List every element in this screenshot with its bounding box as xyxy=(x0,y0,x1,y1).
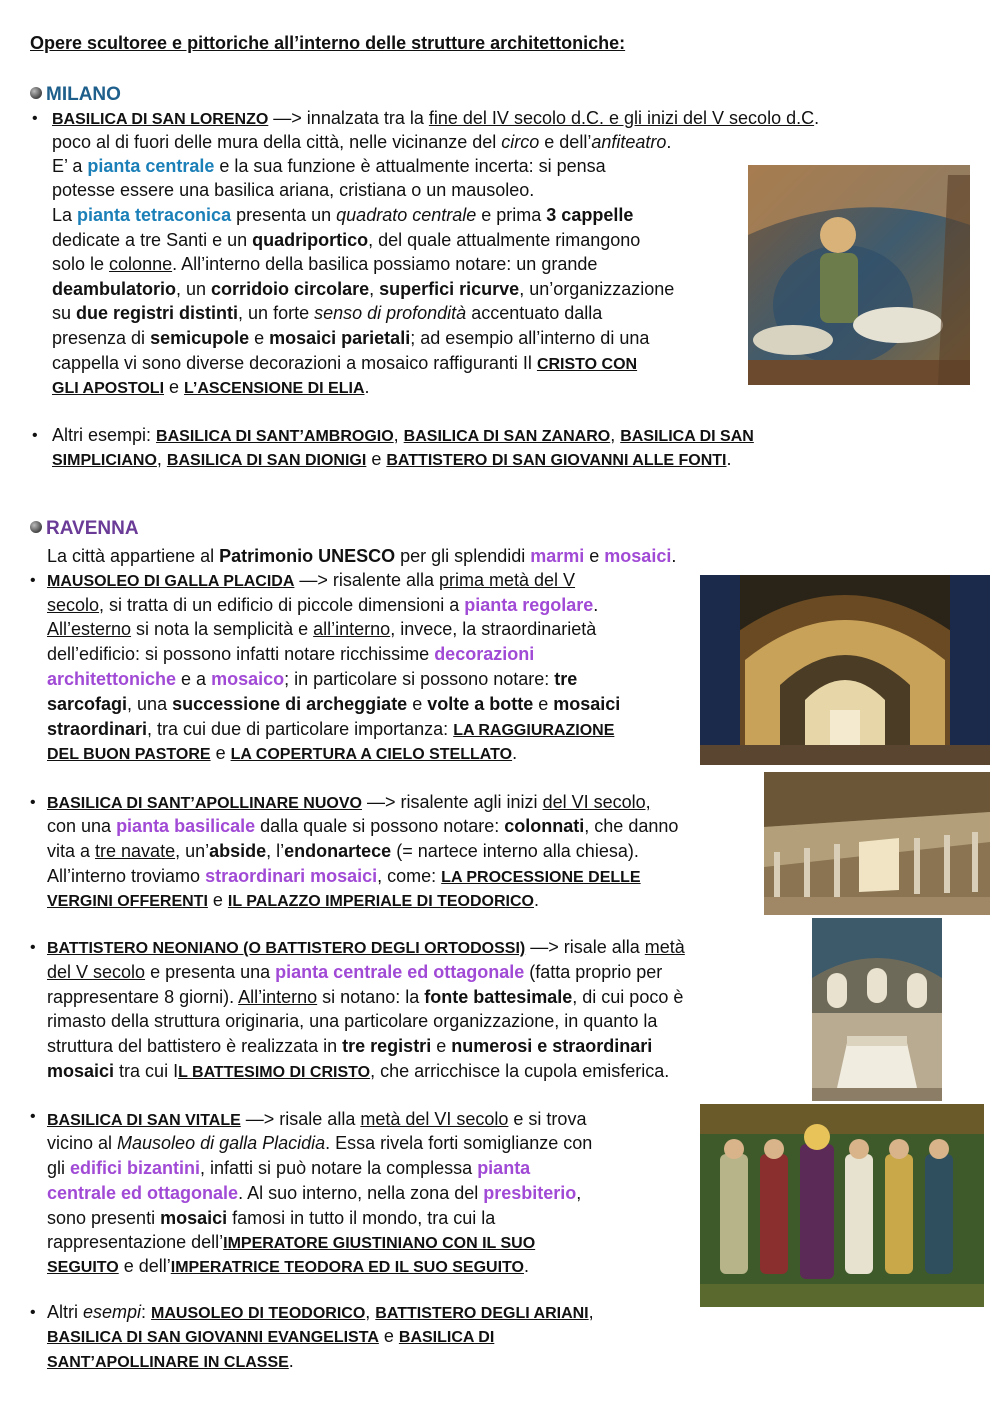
bullet-icon: • xyxy=(30,572,36,589)
battistero-neoniano-image xyxy=(812,918,942,1101)
bullet-icon: • xyxy=(32,110,38,127)
bullet-icon: • xyxy=(30,794,36,811)
bullet-dot-icon xyxy=(30,87,42,99)
bullet-icon: • xyxy=(30,939,36,956)
bullet-icon: • xyxy=(30,1108,36,1125)
bullet-dot-icon xyxy=(30,521,42,533)
mausoleo-galla-placidia-image xyxy=(700,575,990,765)
mosaico-teodora-image xyxy=(700,1104,984,1307)
page-title: Opere scultoree e pittoriche all’interno delle strutture architettoniche: xyxy=(30,33,626,53)
section-heading-ravenna: RAVENNA xyxy=(30,518,139,540)
paragraph-ravenna-intro: La città appartiene al Patrimonio UNESCO per gli splendidi marmi e mosaici. xyxy=(47,546,677,566)
basilica-sant-apollinare-image xyxy=(764,772,990,915)
section-heading-milano: MILANO xyxy=(30,84,121,106)
bullet-icon: • xyxy=(30,1304,36,1321)
document-page: Opere scultoree e pittoriche all’interno delle strutture architettoniche: MILANO • BASILICA DI SAN LORENZO —> innalzata tra la fine del IV secolo d.C. e gli inizi del V secolo d.C. poco al di fuori delle mura della città, nelle vicinanze del circo e dell’anfiteatro. E’ a pianta centrale e la sua funzione è attualmente incerta: si pensa potesse essere una basilica ariana, cristiana o un mausoleo. La pianta tetraconica presenta un quadrato centrale e prima 3 cappelle dedicate a tre Santi e un quadriportico, del quale attualmente rimangono solo le colonne. All’interno della basilica possiamo notare: un grande deambulatorio, un corridoio circolare, superfici ricurve, un’organizzazione su due registri distinti, un forte senso di profondità accentuato dalla presenza di semicupole e mosaici parietali; ad esempio all’interno di una cappella vi sono diverse decorazioni a mosaico raffiguranti Il CRISTO CON GLI APOSTOLI e L’ASCENSIONE DI ELIA. • Altri esempi: BASILICA DI SANT’AMBROGIO, BASILICA DI SAN ZANARO, BASILICA DI SAN SIMPLICIANO, BASILICA DI SAN DIONIGI e BATTISTERO DI SAN GIOVANNI ALLE FONTI. RAVENNA La città appartiene al Patrimonio UNESCO per gli splendidi marmi e mosaici. • MAUSOLEO DI GALLA PLACIDA —> risalente alla prima metà del V secolo, si tratta di un edificio di piccole dimensioni a pianta regolare. All’esterno si nota la semplicità e all’interno, invece, la straordinarietà dell’edificio: si possono infatti notare ricchissime decorazioni architettoniche e a mosaico; in particolare si possono notare: tre sarcofagi, una successione di archeggiate e volte a botte e mosaici straordinari, tra cui due di particolare importanza: LA RAGGIURAZIONE DEL BUON PASTORE e LA COPERTURA A CIELO STELLATO. • BASILICA DI SANT’APOLLINARE NUOVO —> risalente agli inizi del VI secolo, con una pianta basilicale dalla quale si possono notare: colonnati, che danno vita a tre navate, un’abside, l’endonartece (= nartece interno alla chiesa). All’interno troviamo straordinari mosaici, come: LA PROCESSIONE DELLE VERGINI OFFERENTI e IL PALAZZO IMPERIALE DI TEODORICO. • BATTISTERO NEONIANO (O BATTISTERO DEGLI ORTODOSSI) —> risale alla metà del V secolo e presenta una pianta centrale ed ottagonale (fatta proprio per rappresentare 8 giorni). All’interno si notano: la fonte battesimale, di cui poco è rimasto della struttura originaria, una particolare organizzazione, in quanto la struttura del battistero è realizzata in tre registri e numerosi e straordinari mosaici tra cui IL BATTESIMO DI CRISTO, che arricchisce la cupola emisferica. • BASILICA DI SAN VITALE —> risale alla metà del VI secolo e si trova vicino al Mausoleo di galla Placidia. Essa rivela forti somiglianze con gli edifici bizantini, infatti si può notare la complessa pianta centrale ed ottagonale. Al suo interno, nella zona del presbiterio, sono presenti mosaici famosi in tutto il mondo, tra cui la rappresentazione dell’IMPERATORE GIUSTINIANO CON IL SUO SEGUITO e dell’IMPERATRICE TEODORA ED IL SUO SEGUITO. • Altri esempi: MAUSOLEO DI TEODORICO, BATTISTERO DEGLI ARIANI, BASILICA DI SAN GIOVANNI EVANGELISTA e BASILICA DI SANT’APOLLINARE IN CLASSE. xyxy=(0,0,1000,1415)
mosaic-san-lorenzo-image xyxy=(748,165,970,385)
bullet-icon: • xyxy=(32,427,38,444)
